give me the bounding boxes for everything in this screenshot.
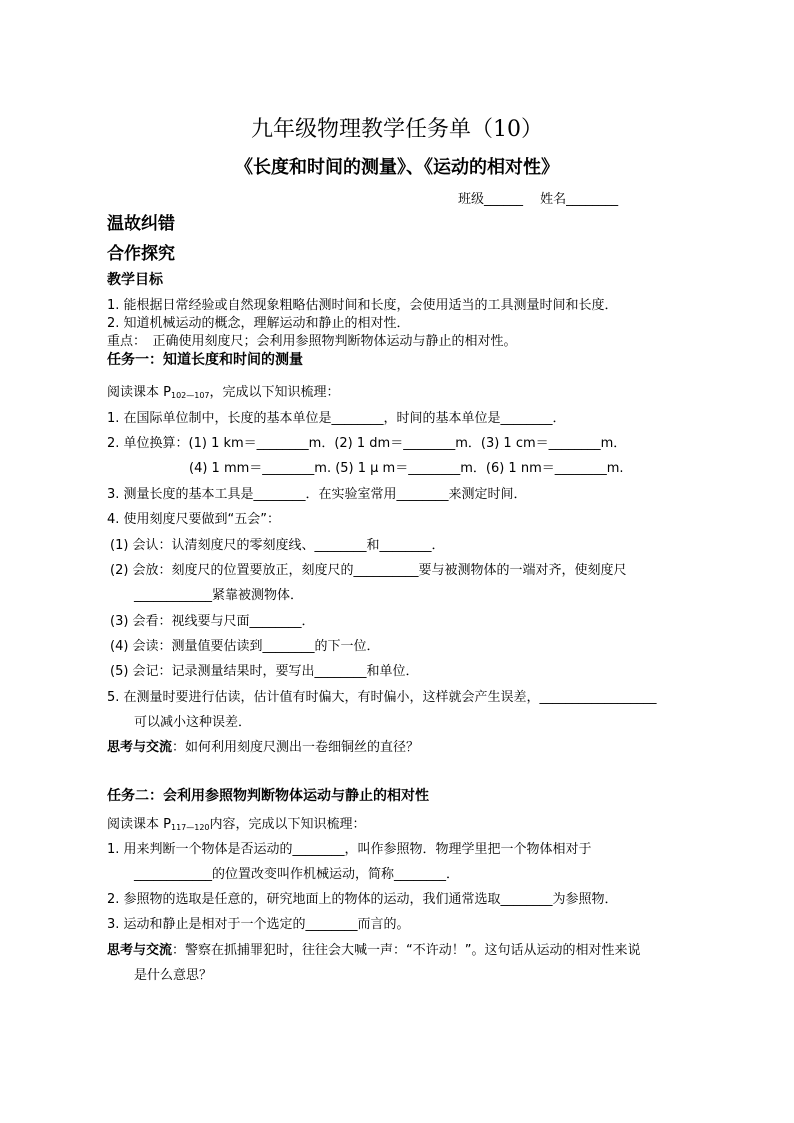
task1-line: (1) 会认：认清刻度尺的零刻度线、________和________．: [110, 538, 445, 553]
task1-line: 4. 使用刻度尺要做到“五会”：: [107, 512, 281, 527]
task1-line: 2. 单位换算：(1) 1 km＝________m．(2) 1 dm＝________m．(3) 1 cm＝________m．: [107, 436, 627, 451]
section-review-heading: 温故纠错: [107, 214, 175, 234]
task1-line: ____________紧靠被测物体．: [134, 588, 304, 603]
task2-reading-note: 阅读课本 $P_{117—120}$内容，完成以下知识梳理：: [107, 817, 366, 832]
page-subtitle: 《长度和时间的测量》、《运动的相对性》: [235, 157, 559, 178]
task2-line: 1. 用来判断一个物体是否运动的________，叫作参照物．物理学里把一个物体相对于: [107, 842, 592, 857]
task2-line: 3. 运动和静止是相对于一个选定的________而言的。: [107, 917, 410, 932]
task1-line: (2) 会放：刻度尺的位置要放正，刻度尺的__________要与被测物体的一端对齐，使刻度尺: [110, 563, 627, 578]
task2-discussion: 思考与交流：警察在抓捕罪犯时，往往会大喊一声：“不许动！”。这句话从运动的相对性来说: [107, 943, 641, 958]
task1-line: (4) 会读：测量值要估读到________的下一位．: [110, 639, 380, 654]
task1-line: (3) 会看：视线要与尺面________．: [110, 614, 315, 629]
task1-line: 3. 测量长度的基本工具是________．在实验室常用________来测定时间．: [107, 487, 527, 502]
task1-line: 1. 在国际单位制中，长度的基本单位是________，时间的基本单位是________．: [107, 411, 566, 426]
task2-heading: 任务二：会利用参照物判断物体运动与静止的相对性: [107, 788, 429, 804]
goal-item: 1. 能根据日常经验或自然现象粗略估测时间和长度，会使用适当的工具测量时间和长度．: [107, 298, 618, 313]
task1-heading: 任务一：知道长度和时间的测量: [107, 352, 303, 368]
task2-discussion-cont: 是什么意思？: [134, 968, 213, 983]
class-name-line: 班级______ 姓名________: [458, 192, 619, 207]
task2-line: 2. 参照物的选取是任意的，研究地面上的物体的运动，我们通常选取________为参照物．: [107, 892, 618, 907]
task1-line: (5) 会记：记录测量结果时，要写出________和单位．: [110, 664, 419, 679]
section-cooperate-heading: 合作探究: [107, 244, 175, 264]
task1-line: (4) 1 mm＝________m. (5) 1 μ m＝________m．(6) 1 nm＝________m.: [189, 461, 624, 476]
task1-reading-note: 阅读课本 $P_{102—107}$，完成以下知识梳理：: [107, 385, 340, 400]
task1-line: 可以减小这种误差．: [134, 715, 252, 730]
goal-key-point: 重点： 正确使用刻度尺；会利用参照物判断物体运动与静止的相对性。: [107, 334, 517, 349]
goal-item: 2. 知道机械运动的概念，理解运动和静止的相对性．: [107, 316, 410, 331]
goals-heading: 教学目标: [107, 272, 163, 288]
task1-discussion: 思考与交流：如何利用刻度尺测出一卷细铜丝的直径？: [107, 740, 420, 755]
task2-line: ____________的位置改变叫作机械运动，简称________．: [134, 867, 460, 882]
task1-line: 5. 在测量时要进行估读，估计值有时偏大，有时偏小，这样就会产生误差，__________________: [107, 690, 657, 705]
page-title: 九年级物理教学任务单（10）: [251, 117, 543, 142]
